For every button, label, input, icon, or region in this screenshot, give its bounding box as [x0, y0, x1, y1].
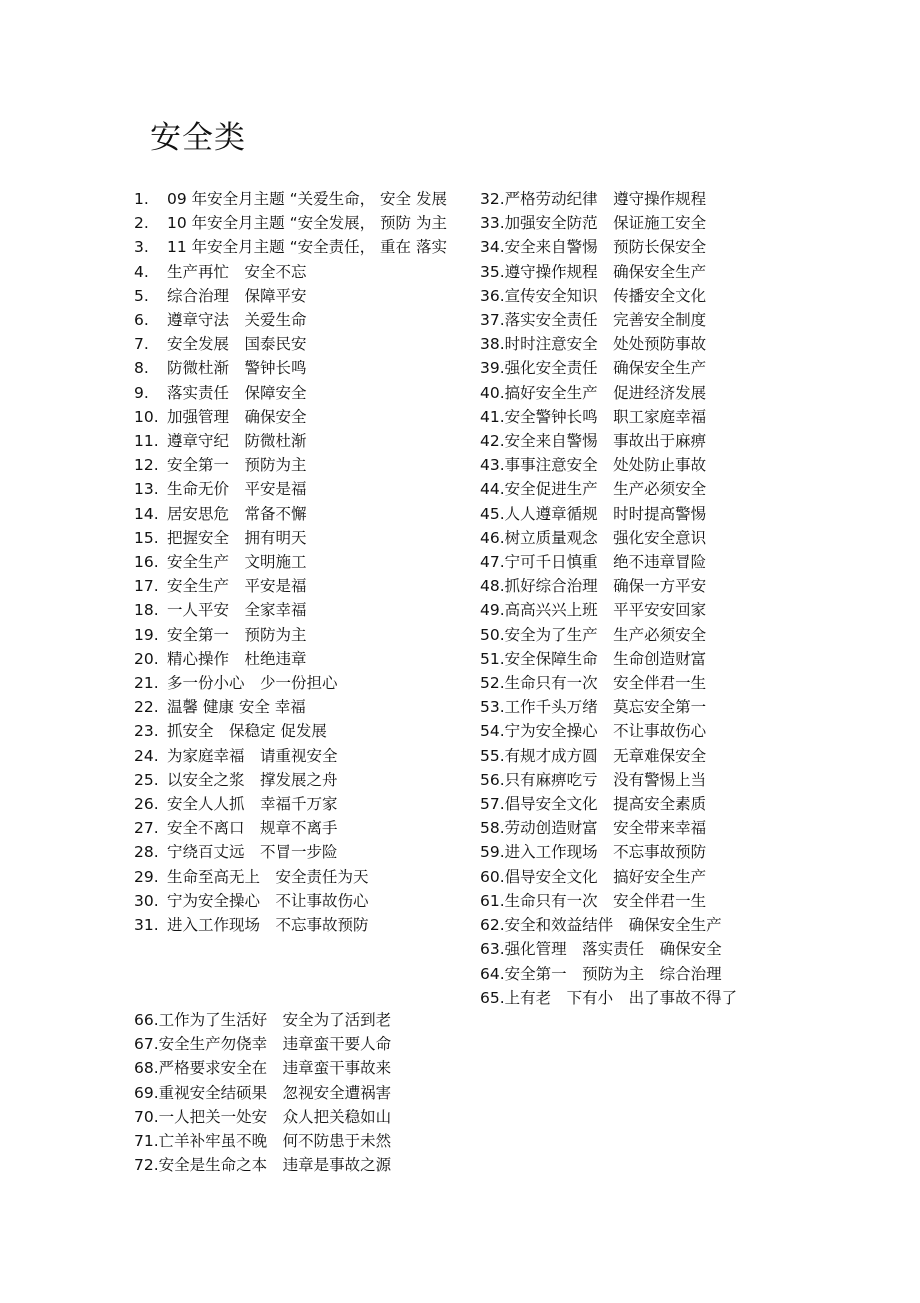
item-text: 抓好综合治理 确保一方平安	[504, 577, 707, 596]
list-item	[480, 308, 770, 332]
item-text: 防微杜渐 警钟长鸣	[167, 359, 307, 378]
list-item	[134, 695, 454, 719]
item-text: 进入工作现场 不忘事故预防	[167, 916, 369, 935]
item-text: 为家庭幸福 请重视安全	[167, 746, 338, 765]
item-number: 8.	[134, 359, 149, 378]
item-number: 51.	[480, 649, 505, 668]
list-item	[480, 816, 770, 840]
item-text: 严格劳动纪律 遵守操作规程	[504, 190, 707, 208]
item-text: 综合治理 保障平安	[167, 286, 307, 305]
item-number: 16.	[134, 553, 159, 572]
item-number: 57.	[480, 795, 505, 814]
item-number: 19.	[134, 625, 159, 644]
item-text: 安全来自警惕 事故出于麻痹	[504, 432, 707, 451]
list-item	[480, 695, 770, 719]
item-text: 遵守操作规程 确保安全生产	[504, 262, 707, 281]
list-item	[134, 1032, 454, 1056]
list-item	[480, 502, 770, 526]
list-item	[134, 405, 454, 429]
item-text: 有规才成方圆 无章难保安全	[504, 746, 707, 765]
item-text: 居安思危 常备不懈	[167, 504, 307, 523]
list-item	[480, 477, 770, 501]
item-text: 安全是生命之本 违章是事故之源	[158, 1156, 392, 1175]
item-number: 1.	[134, 190, 149, 208]
item-text: 宁为安全操心 不让事故伤心	[167, 891, 369, 910]
list-item	[480, 671, 770, 695]
item-text: 加强管理 确保安全	[167, 407, 307, 426]
item-text: 把握安全 拥有明天	[167, 528, 307, 547]
item-number: 69.	[134, 1083, 159, 1102]
list-item	[480, 623, 770, 647]
item-number: 3.	[134, 238, 149, 257]
item-text: 人人遵章循规 时时提高警惕	[504, 504, 707, 523]
item-text: 多一份小心 少一份担心	[167, 674, 338, 693]
list-item	[480, 187, 770, 211]
list-item	[480, 744, 770, 768]
item-number: 4.	[134, 262, 149, 281]
item-number: 43.	[480, 456, 505, 475]
item-number: 67.	[134, 1035, 159, 1054]
item-text: 落实责任 保障安全	[167, 383, 307, 402]
list-item	[134, 574, 454, 598]
item-text: 安全促进生产 生产必须安全	[504, 480, 707, 499]
list-item	[134, 235, 454, 259]
item-text: 强化安全责任 确保安全生产	[504, 359, 707, 378]
item-number: 9.	[134, 383, 149, 402]
list-item	[480, 453, 770, 477]
item-number: 15.	[134, 528, 159, 547]
list-item	[134, 623, 454, 647]
list-item	[134, 187, 454, 211]
item-text: 遵章守纪 防微杜渐	[167, 432, 307, 451]
list-item	[134, 719, 454, 743]
item-text: 09 年安全月主题 “关爱生命， 安全 发展	[167, 190, 447, 208]
item-number: 62.	[480, 916, 505, 935]
list-item	[134, 1008, 454, 1032]
item-number: 46.	[480, 528, 505, 547]
item-text: 生命无价 平安是福	[167, 480, 307, 499]
item-text: 11 年安全月主题 “安全责任， 重在 落实	[167, 238, 447, 257]
item-text: 倡导安全文化 提高安全素质	[504, 795, 707, 814]
list-item	[480, 768, 770, 792]
item-text: 宁为安全操心 不让事故伤心	[504, 722, 707, 741]
item-text: 10 年安全月主题 “安全发展， 预防 为主	[167, 214, 447, 233]
item-text: 严格要求安全在 违章蛮干事故来	[158, 1059, 392, 1078]
item-number: 68.	[134, 1059, 159, 1078]
item-number: 37.	[480, 311, 505, 330]
item-text: 高高兴兴上班 平平安安回家	[504, 601, 707, 620]
list-item	[480, 840, 770, 864]
list-item	[480, 550, 770, 574]
item-number: 30.	[134, 891, 159, 910]
list-item	[480, 429, 770, 453]
item-text: 工作千头万绪 莫忘安全第一	[504, 698, 707, 717]
item-number: 28.	[134, 843, 159, 862]
list-item	[134, 744, 454, 768]
list-item	[134, 913, 454, 937]
list-item	[134, 1105, 454, 1129]
list-item	[480, 719, 770, 743]
item-number: 34.	[480, 238, 505, 257]
list-item	[134, 816, 454, 840]
list-item	[480, 598, 770, 622]
item-text: 安全生产勿侥幸 违章蛮干要人命	[158, 1035, 392, 1054]
item-text: 倡导安全文化 搞好安全生产	[504, 867, 707, 886]
list-item	[134, 865, 454, 889]
item-number: 60.	[480, 867, 505, 886]
item-text: 劳动创造财富 安全带来幸福	[504, 819, 707, 838]
page-title: 安全类	[150, 120, 246, 156]
item-text: 生产再忙 安全不忘	[167, 262, 307, 281]
item-number: 66.	[134, 1011, 159, 1029]
item-number: 17.	[134, 577, 159, 596]
item-number: 27.	[134, 819, 159, 838]
list-item	[480, 235, 770, 259]
item-number: 35.	[480, 262, 505, 281]
list-item	[480, 865, 770, 889]
item-text: 抓安全 保稳定 促发展	[167, 722, 327, 741]
item-number: 50.	[480, 625, 505, 644]
list-item	[134, 598, 454, 622]
list-item	[134, 260, 454, 284]
item-text: 事事注意安全 处处防止事故	[504, 456, 707, 475]
slogan-list-left	[134, 187, 454, 937]
item-number: 65.	[480, 988, 505, 1007]
item-text: 强化管理 落实责任 确保安全	[504, 940, 722, 959]
item-text: 安全发展 国泰民安	[167, 335, 307, 354]
item-text: 落实安全责任 完善安全制度	[504, 311, 707, 330]
list-item	[134, 332, 454, 356]
list-item	[134, 308, 454, 332]
list-item	[134, 381, 454, 405]
item-number: 63.	[480, 940, 505, 959]
item-number: 70.	[134, 1107, 159, 1126]
list-item	[480, 405, 770, 429]
item-text: 安全为了生产 生产必须安全	[504, 625, 707, 644]
item-text: 时时注意安全 处处预防事故	[504, 335, 707, 354]
item-text: 遵章守法 关爱生命	[167, 311, 307, 330]
list-item	[480, 889, 770, 913]
list-item	[134, 889, 454, 913]
item-number: 12.	[134, 456, 159, 475]
list-item	[134, 356, 454, 380]
item-number: 42.	[480, 432, 505, 451]
list-item	[134, 550, 454, 574]
list-item	[480, 211, 770, 235]
item-text: 加强安全防范 保证施工安全	[504, 214, 707, 233]
list-item	[134, 502, 454, 526]
item-number: 29.	[134, 867, 159, 886]
item-number: 22.	[134, 698, 159, 717]
item-text: 生命只有一次 安全伴君一生	[504, 674, 707, 693]
item-text: 安全第一 预防为主	[167, 625, 307, 644]
item-number: 7.	[134, 335, 149, 354]
list-item	[480, 913, 770, 937]
item-number: 24.	[134, 746, 159, 765]
item-number: 58.	[480, 819, 505, 838]
list-item	[134, 1081, 454, 1105]
item-number: 40.	[480, 383, 505, 402]
item-number: 61.	[480, 891, 505, 910]
item-text: 精心操作 杜绝违章	[167, 649, 307, 668]
item-number: 11.	[134, 432, 159, 451]
item-number: 14.	[134, 504, 159, 523]
item-number: 21.	[134, 674, 159, 693]
list-item	[480, 986, 770, 1010]
item-number: 47.	[480, 553, 505, 572]
item-number: 52.	[480, 674, 505, 693]
item-number: 38.	[480, 335, 505, 354]
item-number: 56.	[480, 770, 505, 789]
list-item	[134, 840, 454, 864]
item-number: 39.	[480, 359, 505, 378]
item-text: 生命只有一次 安全伴君一生	[504, 891, 707, 910]
item-text: 温馨 健康 安全 幸福	[167, 698, 306, 717]
list-item	[134, 647, 454, 671]
item-number: 32.	[480, 190, 505, 208]
list-item	[134, 429, 454, 453]
item-text: 安全警钟长鸣 职工家庭幸福	[504, 407, 707, 426]
item-number: 54.	[480, 722, 505, 741]
item-number: 48.	[480, 577, 505, 596]
item-number: 6.	[134, 311, 149, 330]
item-number: 53.	[480, 698, 505, 717]
list-item	[134, 671, 454, 695]
item-number: 41.	[480, 407, 505, 426]
item-text: 安全和效益结伴 确保安全生产	[504, 916, 722, 935]
item-text: 安全人人抓 幸福千万家	[167, 795, 338, 814]
item-text: 安全第一 预防为主 综合治理	[504, 964, 722, 983]
list-item	[134, 477, 454, 501]
item-number: 10.	[134, 407, 159, 426]
item-text: 重视安全结硕果 忽视安全遭祸害	[158, 1083, 392, 1102]
list-item	[134, 526, 454, 550]
item-number: 26.	[134, 795, 159, 814]
item-text: 宁绕百丈远 不冒一步险	[167, 843, 338, 862]
item-text: 安全生产 平安是福	[167, 577, 307, 596]
list-item	[134, 284, 454, 308]
item-number: 59.	[480, 843, 505, 862]
item-text: 一人把关一处安 众人把关稳如山	[158, 1107, 392, 1126]
list-item	[480, 792, 770, 816]
list-item	[134, 1129, 454, 1153]
item-number: 44.	[480, 480, 505, 499]
item-number: 20.	[134, 649, 159, 668]
slogan-list-bottom	[134, 1008, 454, 1177]
item-text: 安全生产 文明施工	[167, 553, 307, 572]
item-number: 25.	[134, 770, 159, 789]
list-item	[480, 574, 770, 598]
item-text: 树立质量观念 强化安全意识	[504, 528, 707, 547]
item-number: 64.	[480, 964, 505, 983]
item-text: 安全不离口 规章不离手	[167, 819, 338, 838]
slogan-list-right	[480, 187, 770, 1010]
list-item	[134, 453, 454, 477]
item-number: 71.	[134, 1132, 159, 1151]
list-item	[134, 768, 454, 792]
item-text: 安全保障生命 生命创造财富	[504, 649, 707, 668]
list-item	[480, 381, 770, 405]
item-number: 23.	[134, 722, 159, 741]
item-number: 72.	[134, 1156, 159, 1175]
item-number: 49.	[480, 601, 505, 620]
list-item	[480, 332, 770, 356]
item-number: 55.	[480, 746, 505, 765]
list-item	[480, 962, 770, 986]
item-text: 生命至高无上 安全责任为天	[167, 867, 369, 886]
list-item	[480, 526, 770, 550]
item-number: 33.	[480, 214, 505, 233]
list-item	[134, 211, 454, 235]
item-text: 工作为了生活好 安全为了活到老	[158, 1011, 392, 1029]
item-number: 5.	[134, 286, 149, 305]
list-item	[480, 647, 770, 671]
item-text: 宁可千日慎重 绝不违章冒险	[504, 553, 707, 572]
list-item	[480, 260, 770, 284]
item-text: 搞好安全生产 促进经济发展	[504, 383, 707, 402]
item-text: 安全来自警惕 预防长保安全	[504, 238, 707, 257]
list-item	[480, 356, 770, 380]
list-item	[134, 1056, 454, 1080]
item-number: 45.	[480, 504, 505, 523]
item-text: 只有麻痹吃亏 没有警惕上当	[504, 770, 707, 789]
item-text: 以安全之浆 撑发展之舟	[167, 770, 338, 789]
item-number: 2.	[134, 214, 149, 233]
item-text: 进入工作现场 不忘事故预防	[504, 843, 707, 862]
list-item	[134, 792, 454, 816]
item-text: 上有老 下有小 出了事故不得了	[504, 988, 738, 1007]
list-item	[480, 937, 770, 961]
item-number: 18.	[134, 601, 159, 620]
item-text: 安全第一 预防为主	[167, 456, 307, 475]
item-number: 13.	[134, 480, 159, 499]
item-number: 36.	[480, 286, 505, 305]
item-number: 31.	[134, 916, 159, 935]
list-item	[134, 1153, 454, 1177]
list-item	[480, 284, 770, 308]
item-text: 一人平安 全家幸福	[167, 601, 307, 620]
item-text: 亡羊补牢虽不晚 何不防患于未然	[158, 1132, 392, 1151]
item-text: 宣传安全知识 传播安全文化	[504, 286, 707, 305]
